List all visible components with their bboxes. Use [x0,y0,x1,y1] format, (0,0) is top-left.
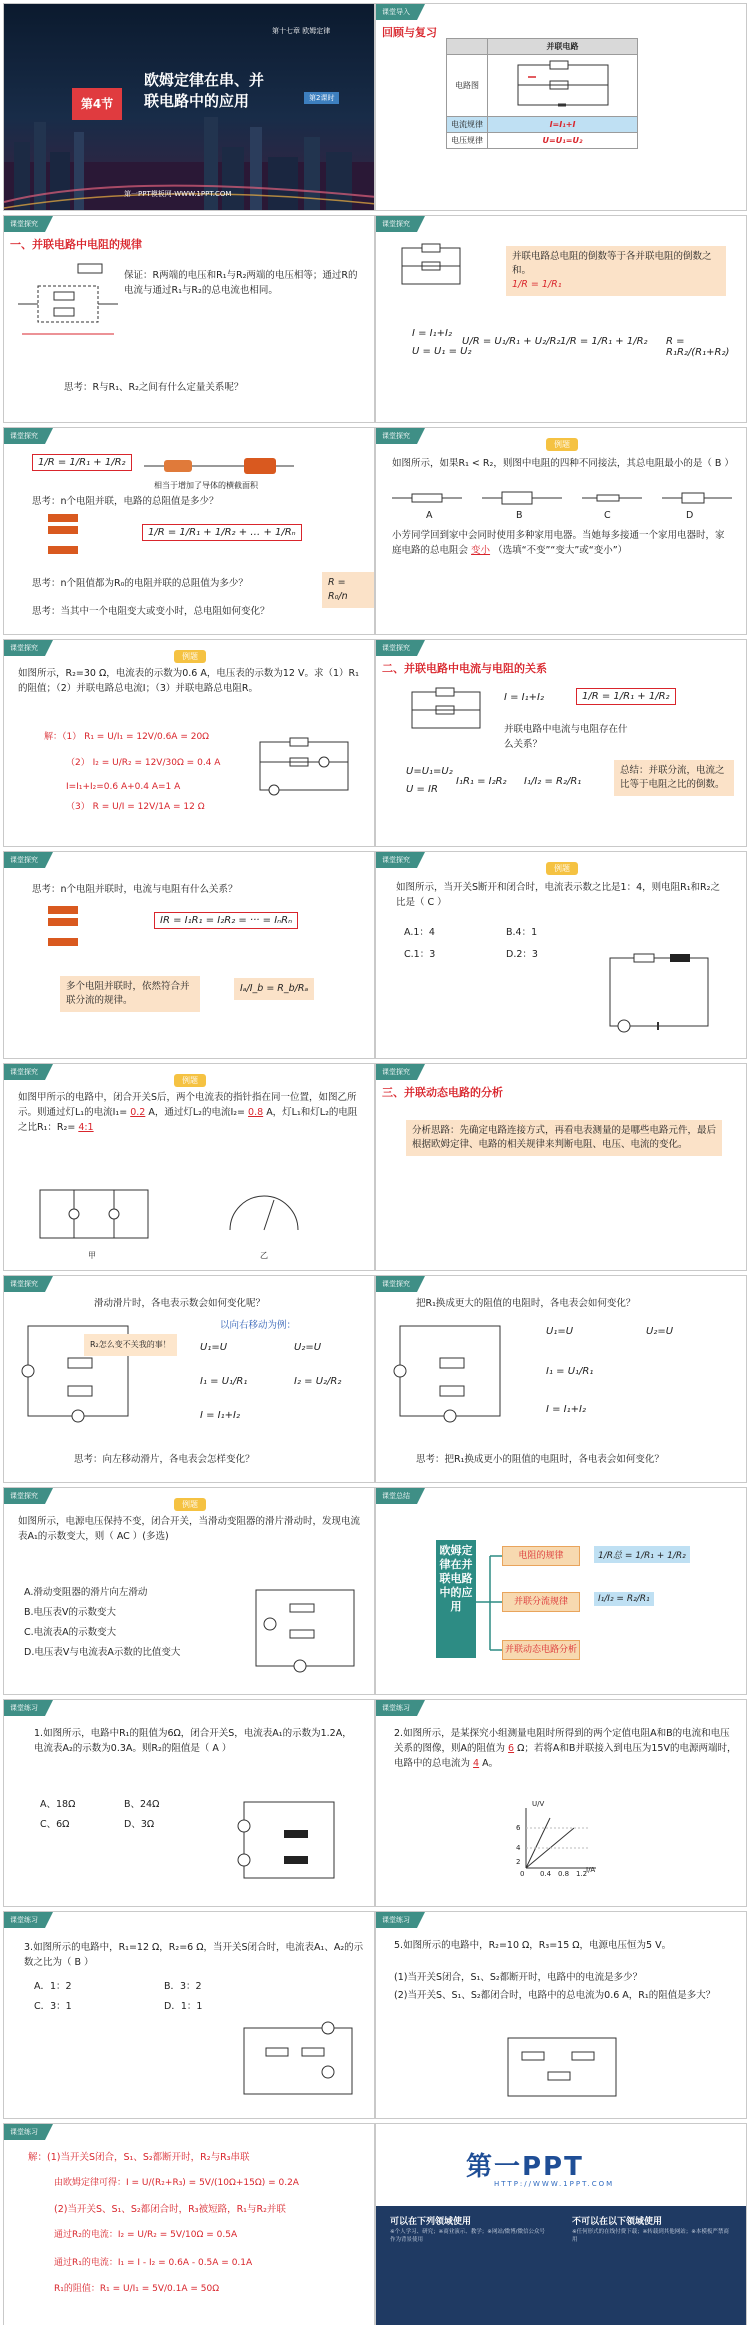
current-formula: I = I₁+I₂ [412,328,452,339]
slide-tag: 课堂导入 [376,4,417,20]
option-a: A [426,510,433,521]
ad-banner [376,2124,747,2206]
option-c: C.电流表A的示数变大 [24,1627,117,1638]
formula: U₁=U [200,1342,228,1353]
formula: I₁ = U₁/R₁ [546,1366,594,1377]
y-axis-label: U/V [532,1800,545,1808]
question-text: 如图所示，当开关S断开和闭合时，电流表示数之比是1：4，则电阻R₁和R₂之比是（ C ） [396,882,720,908]
note-text: 并联电路总电阻的倒数等于各并联电阻的倒数之和。 [512,251,712,276]
solution-line: 解：(1)当开关S闭合，S₁、S₂都断开时，R₂与R₃串联 [28,2152,250,2163]
circuit-diagram [250,1584,360,1674]
option-c: C．3：1 [34,2001,72,2012]
option-b: B.电压表V的示数变大 [24,1607,117,1618]
slide-tag: 课堂总结 [376,1488,417,1504]
option-a: A、18Ω [40,1799,76,1810]
solution-step: （3） R = U/I = 12V/1A = 12 Ω [66,802,205,812]
n-resistor-stack-image [44,512,84,558]
x-axis-label: I/A [586,1866,596,1874]
slide-tag: 课堂探究 [4,852,45,868]
x-tick: 0 [520,1870,525,1878]
think-question: 思考：R与R₁、R₂之间有什么定量关系呢？ [64,382,244,393]
proof-text: 保证：R两端的电压和R₁与R₂两端的电压相等；通过R的电流与通过R₁与R₂的总电流也相同。 [124,270,358,296]
think-question: 思考：n个电阻并联时，电流与电阻有什么关系？ [32,884,238,895]
slide-current-resistance [375,639,747,847]
think-question: 思考：n个阻值都为R₀的电阻并联的总阻值为多少？ [32,578,248,589]
formula: U₂=U [294,1342,322,1353]
question-text [18,1090,364,1135]
circuit-diagram [238,2022,358,2102]
think-question: 思考：向左移动滑片，各电表会怎样变化？ [74,1454,255,1465]
slide-n-current [3,851,375,1059]
chapter-label: 第十七章 欧姆定律 [272,27,331,35]
circuit-diagram [502,2032,622,2102]
formula-box: 1/R = 1/R₁ + 1/R₂ + … + 1/Rₙ [142,524,302,541]
formula: I₂ = U₂/R₂ [294,1376,342,1387]
slide-ppt-ad [375,2123,747,2325]
voltage-formula: U = U₁ = U₂ [412,346,472,357]
option-a: A.1：4 [404,927,435,938]
slide-resistance-rule [3,215,375,423]
slide-tag: 课堂练习 [4,2124,45,2140]
formula-box: 1/R = 1/R₁ + 1/R₂ [576,688,676,705]
usage-disallowed-heading: 不可以在以下领域使用 [572,2217,663,2227]
slide-tag: 课堂探究 [4,1276,45,1292]
question-part: A，灯L₁和灯L₂的电阻之比R₁：R₂= [18,1107,358,1133]
question-text: 3.如图所示的电路中，R₁=12 Ω，R₂=6 Ω，当开关S闭合时，电流表A₁、A₂的示数之比为（ B ） [24,1942,364,1968]
x-tick: 0.4 [540,1870,552,1878]
rule-note: 多个电阻并联时，依然符合并联分流的规律。 [60,976,200,1012]
usage-allowed-heading: 可以在下列领域使用 [390,2217,472,2227]
ammeter-dial-image [224,1186,304,1236]
formula: U₂=U [646,1326,674,1337]
circuit-diagram [254,736,354,796]
slide-practice-2 [375,1699,747,1907]
parallel-circuit-diagram [488,55,638,115]
solution-line: 通过R₂的电流：I₂ = U/R₂ = 5V/10Ω = 0.5A [54,2230,238,2240]
voltage-formula: U=U₁=U₂ [406,766,453,777]
question-text-2-b: （选填“不变”“变大”或“变小”） [493,545,628,556]
parallel-circuit-diagram [406,684,486,734]
slide-practice-5 [375,1911,747,2119]
think-question: 思考：把R₁换成更小的阻值的电阻时，各电表会如何变化？ [416,1454,664,1465]
option-a: A．1：2 [34,1981,72,1992]
slide-practice-1 [3,1699,375,1907]
slide-title: 回顾与复习 [382,26,437,39]
speech-bubble: R₂怎么变不关我的事！ [84,1334,177,1356]
question-text: 5.如图所示的电路中，R₂=10 Ω，R₃=15 Ω，电源电压恒为5 V。 [394,1940,672,1951]
slide-slider-move [3,1275,375,1483]
option-d: D [686,510,694,521]
reciprocal-rule-note [506,246,726,296]
question-part-1: (1)当开关S闭合，S₁、S₂都断开时，电路中的电流是多少？ [394,1972,643,1983]
section-badge: 第4节 [72,88,122,120]
figure-label-jia: 甲 [88,1251,96,1260]
answer: 变小 [471,545,491,556]
slide-example-b [375,427,747,635]
slide-review [375,3,747,211]
resistor-options-diagram [392,490,732,506]
table-head: 并联电路 [488,39,638,55]
reciprocal-formula: 1/R = 1/R₁ + 1/R₂ [560,336,648,347]
slide-tag: 课堂探究 [4,1064,45,1080]
slide-tag: 课堂练习 [376,1700,417,1716]
brand-logo: 第一PPT [466,2152,584,2182]
formula: U₁=U [546,1326,574,1337]
question-part: Ω；若将A和B并联接入到电压为15V的电源两端时，电路中的总电流为 [394,1743,737,1769]
option-d: D.电压表V与电流表A示数的比值变大 [24,1647,181,1658]
solution-line: (2)当开关S、S₁、S₂都闭合时，R₃被短路，R₁与R₂并联 [54,2204,286,2215]
ad-info-panel [376,2206,747,2325]
summary-item: 电阻的规律 [502,1546,580,1566]
summary-formula: 1/R总 = 1/R₁ + 1/R₂ [594,1546,690,1563]
current-rule: I=I₁+I [488,117,638,133]
slide-title: 三、并联动态电路的分析 [382,1086,503,1099]
formula: I = I₁+I₂ [546,1404,586,1415]
slide-tag: 课堂探究 [376,1276,417,1292]
summary-item: 并联分流规律 [502,1592,580,1612]
y-tick: 4 [516,1844,521,1852]
question-text: 滑动滑片时，各电表示数会如何变化呢？ [94,1298,266,1309]
question-text: 如图所示，电源电压保持不变，闭合开关，当滑动变阻器的滑片滑动时，发现电流表A₁的示数变大，则（ AC ）(多选) [18,1516,361,1542]
slider-circuit-diagram [18,1316,138,1426]
circuit-diagram [390,1316,510,1426]
option-d: D、3Ω [124,1819,155,1830]
slide-tag: 课堂探究 [376,852,417,868]
summary-center: 欧姆定律在并联电路中的应用 [436,1540,476,1658]
brand-url: HTTP://WWW.1PPT.COM [494,2180,615,2188]
solution-step: I=I₁+I₂=0.6 A+0.4 A=1 A [66,782,181,792]
formula-box: IR = I₁R₁ = I₂R₂ = ··· = IₙRₙ [154,912,298,929]
slide-tag: 课堂探究 [376,428,417,444]
option-c: C.1：3 [404,949,436,960]
question-text: 如图所示，如果R₁ < R₂，则图中电阻的四种不同接法，其总电阻最小的是（ B ） [392,458,734,469]
slide-title: 二、并联电路中电流与电阻的关系 [382,662,547,675]
option-d: D.2：3 [506,949,538,960]
slide-replace-resistor [375,1275,747,1483]
question-text: 并联电路中电流与电阻存在什么关系？ [504,724,628,750]
review-table [446,38,638,149]
solution-step: （2） I₂ = U/R₂ = 12V/30Ω = 0.4 A [66,758,221,768]
title-line-1: 欧姆定律在串、并 [144,71,265,89]
resistor-bundle-image [144,458,294,474]
question-part: A，通过灯L₂的电流I₂= [148,1107,246,1118]
slide-tag: 课堂探究 [376,1064,417,1080]
title-line-2: 联电路中的应用 [144,92,250,110]
answer-3: 4:1 [78,1122,94,1133]
solution-line: R₁的阻值：R₁ = U/I₁ = 5V/0.1A = 50Ω [54,2284,220,2294]
row-label: 电流规律 [447,117,488,133]
slide-tag: 课堂探究 [376,640,417,656]
circuit-diagram [604,952,714,1032]
answer-2: 4 [473,1758,480,1769]
slide-tag: 课堂探究 [376,216,417,232]
slide-example-ammeter [3,1063,375,1271]
ratio-formula: I₁/I₂ = R₂/R₁ [524,776,582,787]
option-c: C、6Ω [40,1819,70,1830]
figure-label-yi: 乙 [260,1251,268,1260]
example-pill: 例题 [174,650,206,663]
question-part: A。 [482,1758,499,1769]
slide-tag: 课堂练习 [4,1912,45,1928]
solution-line: 由欧姆定律可得：I = U/(R₂+R₃) = 5V/(10Ω+15Ω) = 0.2A [54,2178,299,2188]
question-part: 2.如图所示，是某探究小组测量电阻时所得到的两个定值电阻A和B的电流和电压关系的图像，则A的阻值为 [394,1728,730,1754]
slide-example-ratio [375,851,747,1059]
summary-formula: I₁/I₂ = R₂/R₁ [594,1592,654,1606]
slide-cover [3,3,375,211]
option-b: B、24Ω [124,1799,160,1810]
circuit-cell [488,55,638,117]
parallel-equivalent-diagram [18,262,118,342]
slide-summary [375,1487,747,1695]
analysis-note: 分析思路：先确定电路连接方式，再看电表测量的是哪些电路元件，最后根据欧姆定律、电路的相关规律来判断电阻、电压、电流的变化。 [406,1120,722,1156]
question-text: 1.如图所示，电路中R₁的阻值为6Ω，闭合开关S，电流表A₁的示数为1.2A，电流表A₂的示数为0.3A。则R₂的阻值是（ A ） [34,1728,352,1754]
example-pill: 例题 [546,438,578,451]
summary-item: 并联动态电路分析 [502,1640,580,1660]
answer-2: 0.8 [248,1107,264,1118]
slide-tag: 课堂练习 [376,1912,417,1928]
slide-tag: 课堂练习 [4,1700,45,1716]
option-b: B．3：2 [164,1981,202,1992]
result-box: R = R₀/n [322,572,374,608]
slide-n-resistors [3,427,375,635]
formula: I = I₁+I₂ [200,1410,240,1421]
x-tick: 1.2 [576,1870,588,1878]
y-tick: 6 [516,1824,521,1832]
x-tick: 0.8 [558,1870,570,1878]
question-text [394,1726,738,1771]
slide-tag: 课堂探究 [4,428,45,444]
option-b: B [516,510,523,521]
solution-step: 解：（1） R₁ = U/I₁ = 12V/0.6A = 20Ω [44,732,210,742]
example-pill: 例题 [174,1498,206,1511]
y-tick: 2 [516,1858,521,1866]
question-text-2-a: 小芳同学回到家中会同时使用多种家用电器。当她每多接通一个家用电器时，家庭电路的总电阻会 [392,530,725,556]
ratio-box: Iₐ/I_b = R_b/Rₐ [234,978,314,1000]
n-resistor-stack-image [44,904,84,950]
option-a: A.滑动变阻器的滑片向左滑动 [24,1587,148,1598]
cover-title [144,70,264,112]
think-question: 思考：当其中一个电阻变大或变小时，总电阻如何变化？ [32,606,270,617]
question-text-2 [392,528,732,558]
usage-allowed-text: ※个人学习、研究；※商业演示、教学；※网站/微博/微信公众号作为背景使用 [390,2229,546,2243]
slide-resistance-derivation [375,215,747,423]
option-d: D．1：1 [164,2001,203,2012]
example-pill: 例题 [546,862,578,875]
equality-formula: I₁R₁ = I₂R₂ [456,776,507,787]
derivation-step: U/R = U₁/R₁ + U₂/R₂ [462,336,561,347]
option-c: C [604,510,611,521]
think-question: 思考：n个电阻并联，电路的总阻值是多少？ [32,496,219,507]
row-label: 电压规律 [447,133,488,149]
slide-practice-3 [3,1911,375,2119]
usage-disallowed-text: ※任何形式的在线付费下载；※转载到其他网站；※本模板严禁商用 [572,2229,729,2243]
formula-box: 1/R = 1/R₁ + 1/R₂ [32,454,132,471]
caption: 相当于增加了导体的横截面积 [154,481,258,490]
slide-dynamic-analysis [375,1063,747,1271]
circuit-jia-diagram [34,1184,154,1244]
slide-tag: 课堂探究 [4,640,45,656]
cover-footer: 第一PPT模板网-WWW.1PPT.COM [124,190,232,198]
ohm-formula: U = IR [406,784,438,795]
two-resistor-formula: R = R₁R₂/(R₁+R₂) [666,336,730,358]
summary-note: 总结：并联分流，电流之比等于电阻之比的倒数。 [614,760,734,796]
slide-title: 一、并联电路中电阻的规律 [10,238,142,251]
session-badge: 第2课时 [304,92,339,104]
parallel-circuit-diagram [396,240,466,290]
hint-text: 以向右移动为例： [220,1320,297,1331]
slide-example-calc [3,639,375,847]
formula: I₁ = U₁/R₁ [200,1376,248,1387]
question-text: 如图所示，R₂=30 Ω，电流表的示数为0.6 A，电压表的示数为12 V。求（1）R₁的阻值；（2）并联电路总电流I；（3）并联电路总电阻R。 [18,668,359,694]
slide-tag: 课堂探究 [4,1488,45,1504]
solution-line: 通过R₁的电流：I₁ = I - I₂ = 0.6A - 0.5A = 0.1A [54,2258,253,2268]
option-b: B.4：1 [506,927,538,938]
slide-tag: 课堂探究 [4,216,45,232]
current-formula: I = I₁+I₂ [504,692,544,703]
slide-example-multi [3,1487,375,1695]
circuit-diagram [234,1796,344,1886]
answer-1: 0.2 [130,1107,146,1118]
note-formula: 1/R = 1/R₁ [512,279,562,290]
example-pill: 例题 [174,1074,206,1087]
answer-1: 6 [508,1743,515,1754]
question-text: 把R₁换成更大的阻值的电阻时，各电表会如何变化？ [416,1298,636,1309]
question-part: 如图甲所示的电路中，闭合开关S后，两个电流表的指针指在同一位置，如图乙所示。则通过灯L₁的电流I₁= [18,1092,357,1118]
slide-solution [3,2123,375,2325]
row-label: 电路图 [447,55,488,117]
question-part-2: (2)当开关S、S₁、S₂都闭合时，电路中的总电流为0.6 A，R₁的阻值是多大？ [394,1990,716,2001]
voltage-rule: U=U₁=U₂ [488,133,638,149]
